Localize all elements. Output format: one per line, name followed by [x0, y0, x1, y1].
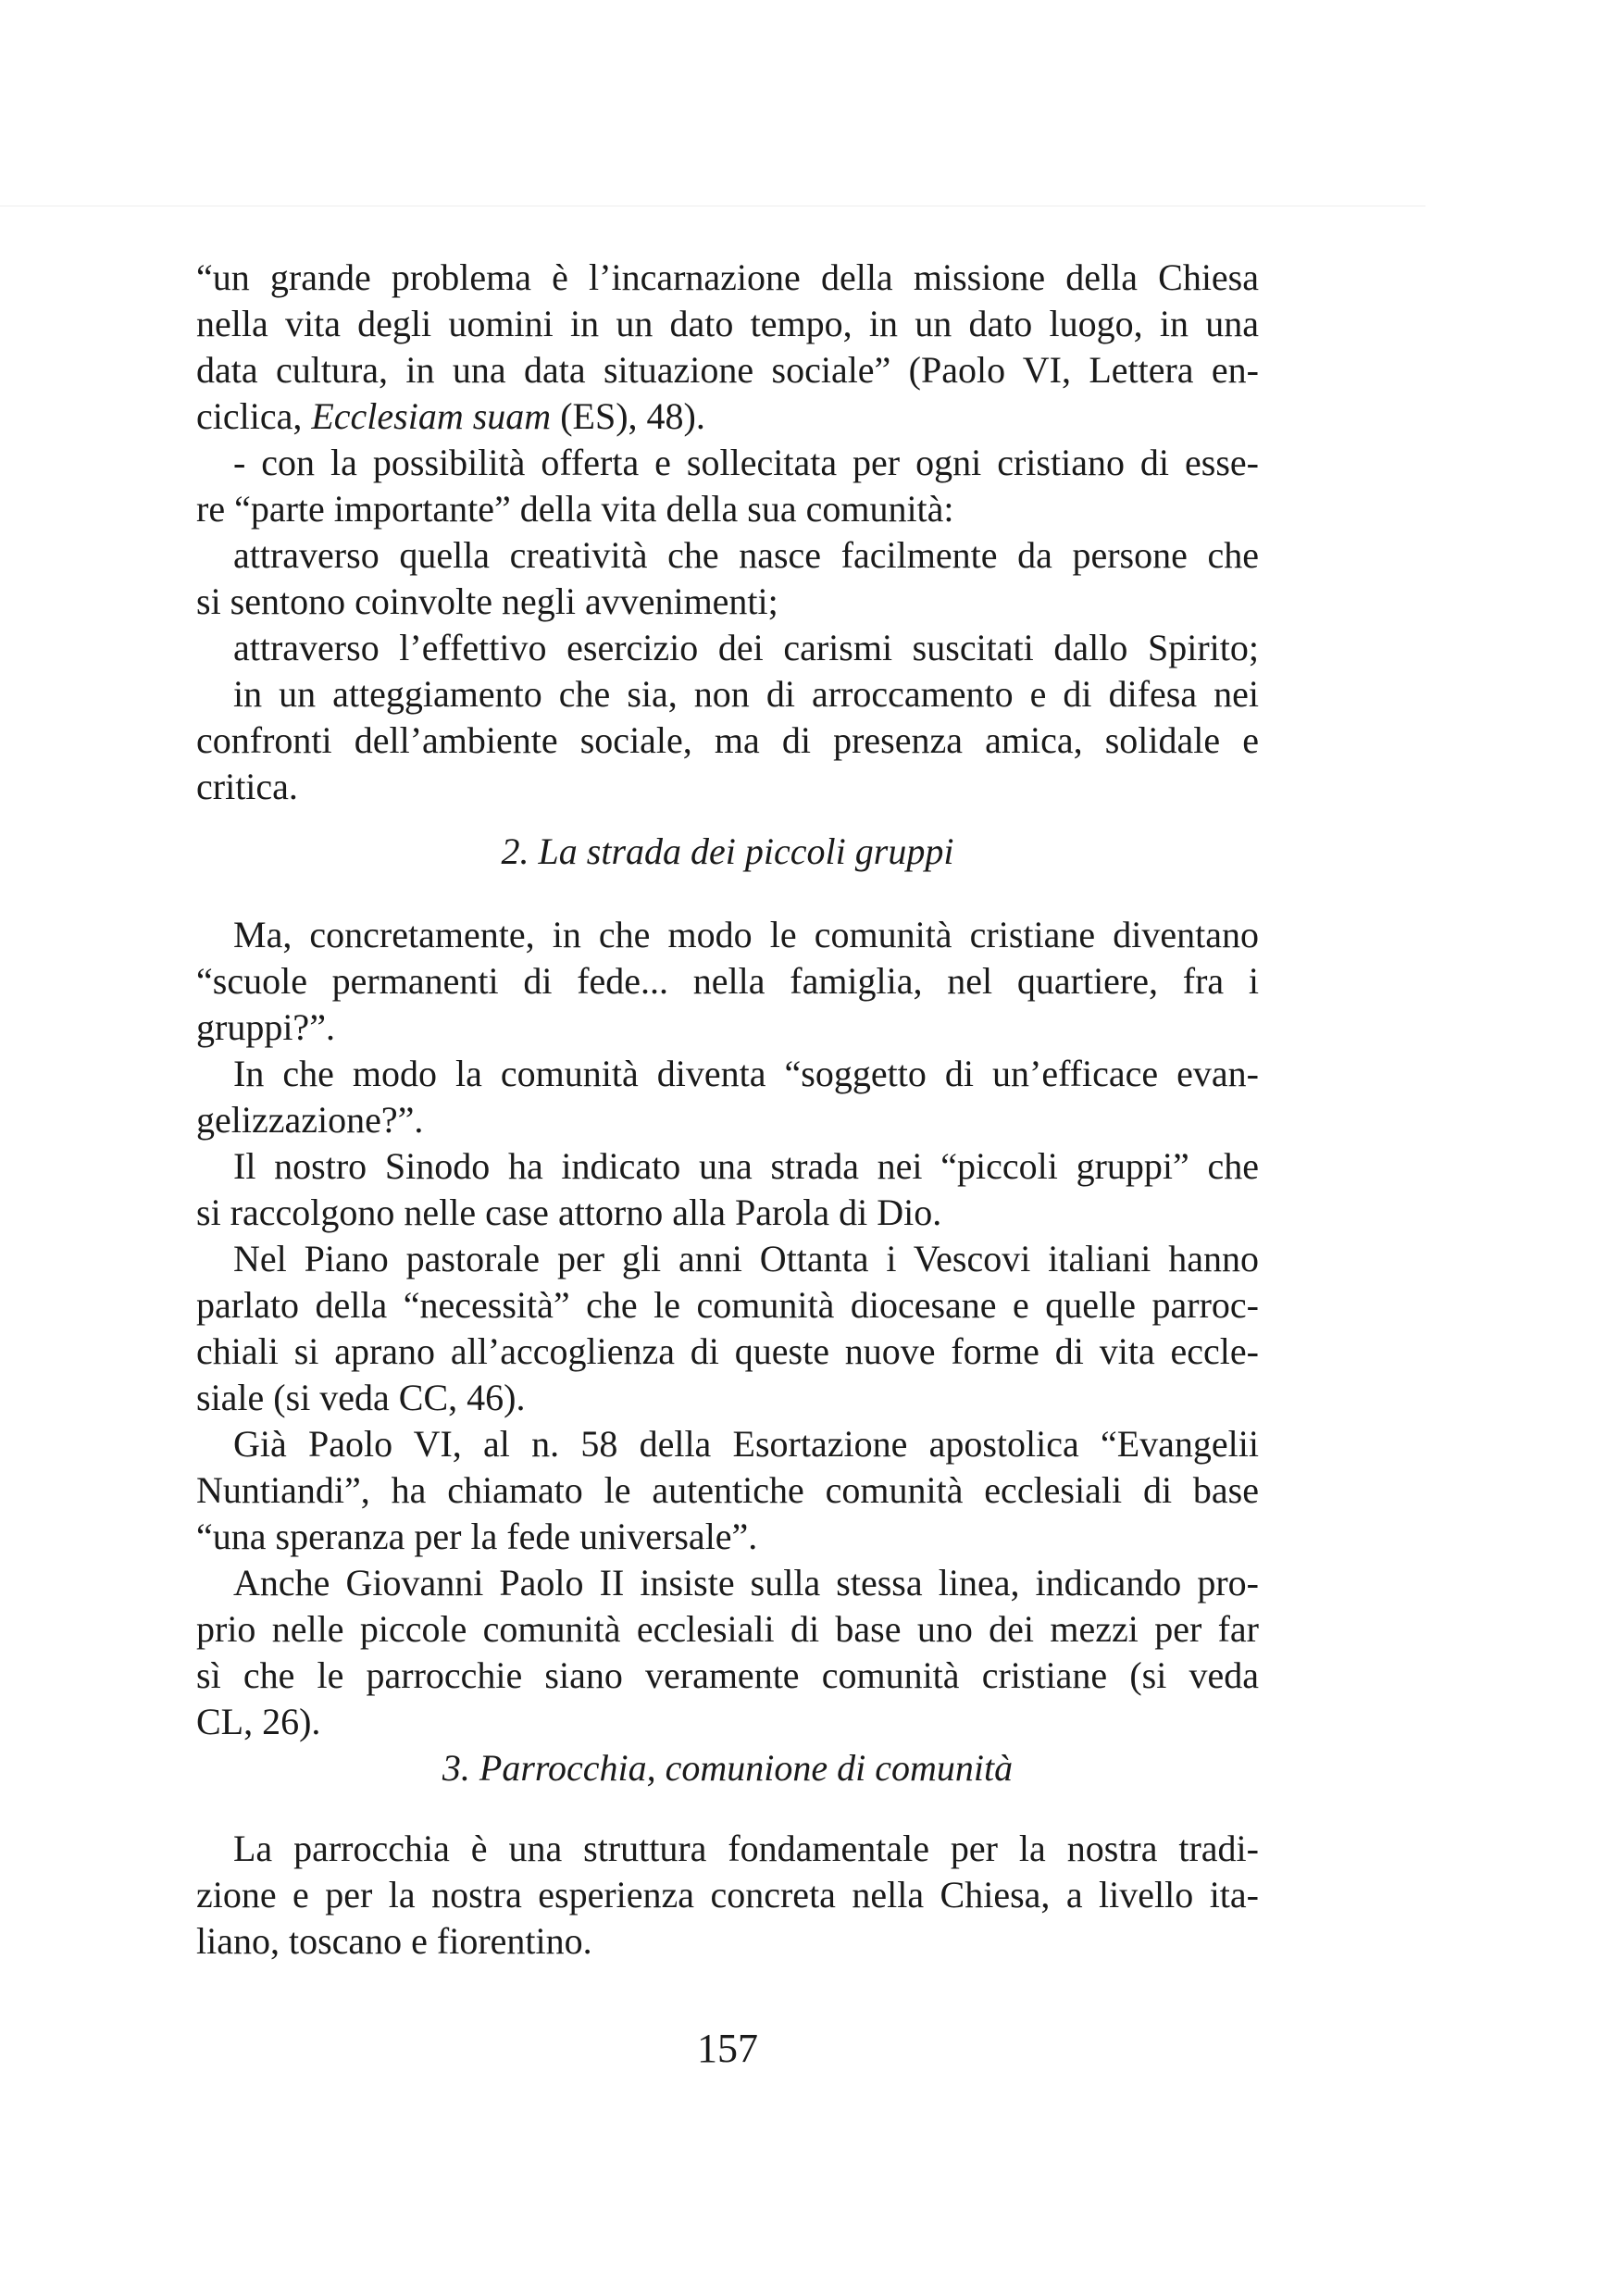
text-line: re “parte importante” della vita della sua comunità:: [196, 488, 954, 530]
section-heading-2: 2. La strada dei piccoli gruppi: [501, 830, 954, 872]
text-line: “una speranza per la fede universale”.: [196, 1516, 758, 1557]
text-line: In che modo la comunità diventa “soggetto di un’efficace evan-: [233, 1053, 1259, 1094]
text-line: gelizzazione?”.: [196, 1099, 424, 1141]
paragraph-block-2: [196, 912, 1259, 1745]
text-line: attraverso quella creatività che nasce facilmente da persone che: [233, 534, 1259, 576]
text-line: critica.: [196, 766, 298, 807]
text-line: confronti dell’ambiente sociale, ma di presenza amica, solidale e: [196, 719, 1259, 761]
text-line: Già Paolo VI, al n. 58 della Esortazione apostolica “Evangelii: [233, 1423, 1259, 1465]
italic-title: Ecclesiam suam: [311, 395, 552, 437]
text-line: nella vita degli uomini in un dato tempo, in un dato luogo, in una: [196, 303, 1259, 344]
page-number: 157: [697, 2026, 758, 2071]
text-line: Nel Piano pastorale per gli anni Ottanta i Vescovi italiani hanno: [233, 1238, 1259, 1279]
text-line: data cultura, in una data situazione sociale” (Paolo VI, Lettera en-: [196, 349, 1259, 391]
text-line: gruppi?”.: [196, 1006, 335, 1048]
text-line: siale (si veda CC, 46).: [196, 1377, 526, 1418]
text-line: in un atteggiamento che sia, non di arroccamento e di difesa nei: [233, 673, 1259, 715]
text-line: Anche Giovanni Paolo II insiste sulla stessa linea, indicando pro-: [233, 1562, 1259, 1603]
text-line: “un grande problema è l’incarnazione della missione della Chiesa: [196, 256, 1259, 298]
text-fragment: ciclica,: [196, 395, 312, 437]
section-heading-3: 3. Parrocchia, comunione di comunità: [442, 1747, 1014, 1789]
text-line: Nuntiandi”, ha chiamato le autentiche comunità ecclesiali di base: [196, 1469, 1259, 1511]
text-line: “scuole permanenti di fede... nella famiglia, nel quartiere, fra i: [196, 960, 1259, 1002]
text-line: si raccolgono nelle case attorno alla Parola di Dio.: [196, 1192, 942, 1233]
text-line: parlato della “necessità” che le comunità diocesane e quelle parroc-: [196, 1284, 1259, 1326]
text-line: attraverso l’effettivo esercizio dei carismi suscitati dallo Spirito;: [233, 627, 1259, 668]
text-fragment: (ES), 48).: [551, 395, 705, 437]
text-line: Il nostro Sinodo ha indicato una strada nei “piccoli gruppi” che: [233, 1145, 1259, 1187]
text-line: chiali si aprano all’accoglienza di queste nuove forme di vita eccle-: [196, 1330, 1259, 1372]
text-line: prio nelle piccole comunità ecclesiali di base uno dei mezzi per far: [196, 1608, 1259, 1650]
text-line: liano, toscano e fiorentino.: [196, 1920, 592, 1962]
text-line: CL, 26).: [196, 1701, 321, 1742]
text-line: Ma, concretamente, in che modo le comunità cristiane diventano: [233, 914, 1259, 955]
text-line: si sentono coinvolte negli avvenimenti;: [196, 580, 778, 622]
text-line: sì che le parrocchie siano veramente comunità cristiane (si veda: [196, 1654, 1259, 1696]
paragraph-block-1: [196, 255, 1259, 810]
text-line: zione e per la nostra esperienza concreta nella Chiesa, a livello ita-: [196, 1874, 1259, 1915]
paragraph-block-3: [196, 1826, 1259, 1965]
text-line: [196, 393, 1259, 440]
text-line: - con la possibilità offerta e sollecitata per ogni cristiano di esse-: [233, 442, 1259, 483]
text-line: La parrocchia è una struttura fondamentale per la nostra tradi-: [233, 1828, 1259, 1869]
